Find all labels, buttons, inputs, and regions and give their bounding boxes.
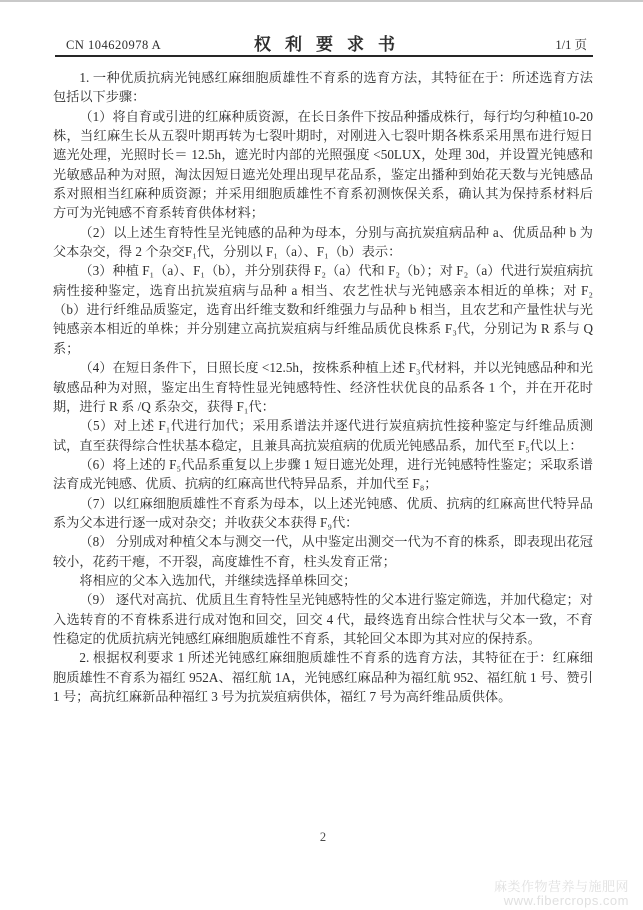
page-number: 2 [319,830,327,844]
claim-paragraph: （7）以红麻细胞质雄性不育系为母本，以上述光钝感、优质、抗病的红麻高世代特异品系为父本进行逐一成对杂交；并收获父本获得 F₉代： [53,495,593,530]
page-header [56,33,593,55]
claim-paragraph: （4）在短日条件下，日照长度 <12.5h，按株系种植上述 F₃代材料，并以光钝感品种和光敏感品种为对照，鉴定出生育特性显光钝感特性、经济性状优良的品系各 1 个，并在开花时期，进行 R 系 /Q 系杂交，获得 F₁代： [53,360,593,414]
publication-number: CN 104620978 A [66,38,162,52]
claim-paragraph: （9） 逐代对高抗、优质且生育特性呈光钝感特性的父本进行鉴定筛选，并加代稳定；对入选转育的不育株系进行成对饱和回交，回交 4 代，最终选育出综合性状与父本一致，不育性稳定的优质抗病光钝感红麻细胞质雄性不育系，其轮回父本即为其对应的保持系。 [53,592,593,646]
claim-paragraph: （1）将自育或引进的红麻种质资源，在长日条件下按品种播成株行，每行均匀种植10-20 株，当红麻生长从五裂叶期再转为七裂叶期时，对刚进入七裂叶期各株系采用黑布进行短日遮光处理，光照时长＝ 12.5h，遮光时内部的光照强度 <50LUX，处理 30d，并设置光钝感和光敏感品种为对照，淘汰因短日遮光处理出现早花品系，鉴定出播种到始花天数与光钝感品系对照相当红麻种质资源；并采用细胞质雄性不育系初测恢保关系，确认其为保持系材料后方可为光钝感不育系转育供体材料； [53,108,593,221]
claims-body [53,68,593,706]
claim-paragraph: 2. 根据权利要求 1 所述光钝感红麻细胞质雄性不育系的选育方法，其特征在于：红麻细胞质雄性不育系为福红 952A、福红航 1A，光钝感红麻品种为福红航 952、福红航 1 号、赞引 1 号；高抗红麻新品种福红 3 号为抗炭疽病供体，福红 7 号为高纤维品质供体。 [53,650,593,704]
claim-paragraph: 将相应的父本入选加代，并继续选择单株回交； [79,572,357,588]
claim-paragraph: （3）种植 F₁（a）、F₁（b），并分别获得 F₂（a）代和 F₂（b）；对 F₂（a）代进行炭疽病抗病性接种鉴定，选育出抗炭疽病与品种 a 相当、农艺性状与光钝感亲本相近的单株；对 F₂（b）进行纤维品质鉴定，选育出纤维支数和纤维强力与品种 b 相当，且农艺和产量性状与光钝感亲本相近的单株；并分别建立高抗炭疽病与纤维品质优良株系 F₃代，分别记为 R 系与 Q 系； [53,263,593,356]
document-title: 权利要求书 [254,35,409,54]
header-rule [55,55,593,57]
watermark [494,880,629,908]
claim-paragraph: 1. 一种优质抗病光钝感红麻细胞质雄性不育系的选育方法，其特征在于：所述选育方法包括以下步骤： [53,70,593,105]
watermark-site-name: 麻类作物营养与施肥网 [493,879,629,894]
claim-paragraph: （5）对上述 F₁代进行加代；采用系谱法并逐代进行炭疽病抗性接种鉴定与纤维品质测试，直至获得综合性状基本稳定，且兼具高抗炭疽病的优质光钝感品系，加代至 F₅代以上： [53,418,593,453]
claim-paragraph: （2）以上述生育特性呈光钝感的品种为母本，分别与高抗炭疽病品种 a、优质品种 b 为父本杂交，得 2 个杂交F₁代，分别以 F₁（a）、F₁（b）表示： [53,224,593,260]
claim-paragraph: （8） 分别成对种植父本与测交一代，从中鉴定出测交一代为不育的株系，即表现出花冠较小，花药干瘪，不开裂，高度雄性不育，柱头发育正常； [53,534,593,569]
scan-top-edge [0,0,643,2]
page-indicator: 1/1 页 [555,38,587,52]
claim-paragraph: （6）将上述的 F₅代品系重复以上步骤 1 短日遮光处理，进行光钝感特性鉴定；采取系谱法育成光钝感、优质、抗病的红麻高世代特异品系，并加代至 F₈； [53,456,593,492]
watermark-url: www.fibercrops.com [503,893,629,908]
